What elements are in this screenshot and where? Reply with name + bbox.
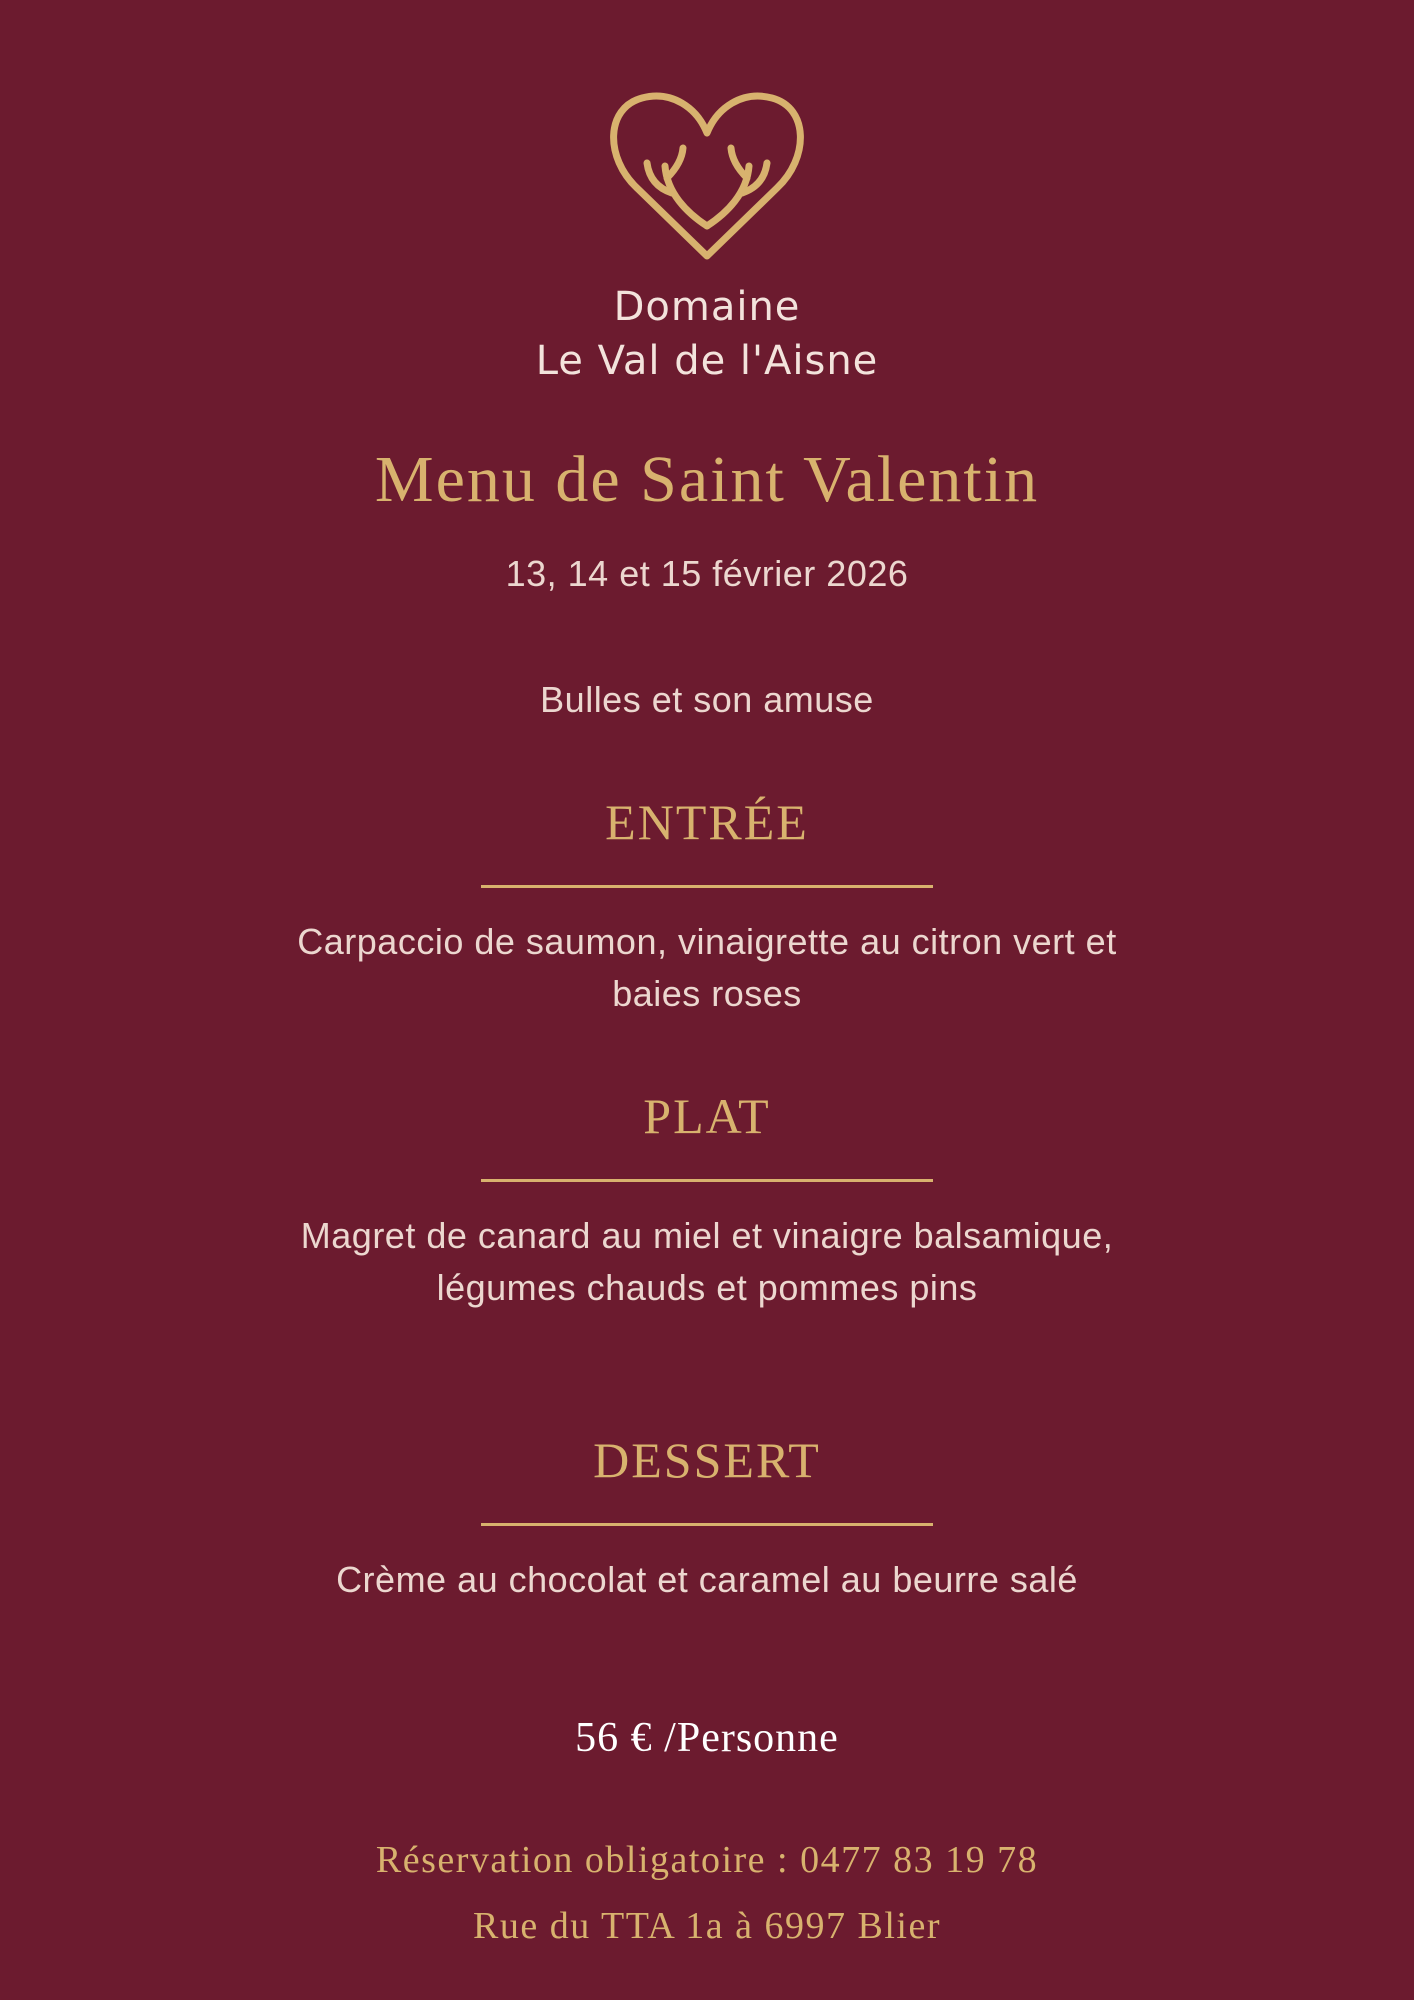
course-description-dessert: Crème au chocolat et caramel au beurre salé bbox=[336, 1559, 1078, 1600]
address: Rue du TTA 1a à 6997 Blier bbox=[473, 1905, 941, 1947]
section-heading-plat: PLAT bbox=[643, 1088, 771, 1144]
brand-name-line1: Domaine bbox=[613, 284, 801, 330]
brand-name-line2: Le Val de l'Aisne bbox=[535, 338, 879, 384]
menu-title: Menu de Saint Valentin bbox=[374, 443, 1040, 516]
menu-dates: 13, 14 et 15 février 2026 bbox=[505, 553, 909, 594]
section-heading-entree: ENTRÉE bbox=[605, 794, 809, 850]
amuse-bouche: Bulles et son amuse bbox=[540, 679, 874, 720]
reservation-info: Réservation obligatoire : 0477 83 19 78 bbox=[375, 1839, 1039, 1881]
section-heading-dessert: DESSERT bbox=[593, 1432, 821, 1488]
course-description-plat: Magret de canard au miel et vinaigre balsamique, légumes chauds et pommes pins bbox=[300, 1215, 1114, 1308]
menu-price: 56 € /Personne bbox=[575, 1715, 839, 1761]
section-divider bbox=[481, 1523, 933, 1526]
course-description-entree: Carpaccio de saumon, vinaigrette au citron vert et baies roses bbox=[297, 921, 1117, 1014]
section-divider bbox=[481, 885, 933, 888]
section-divider bbox=[481, 1179, 933, 1182]
antler-heart-icon bbox=[597, 88, 817, 260]
